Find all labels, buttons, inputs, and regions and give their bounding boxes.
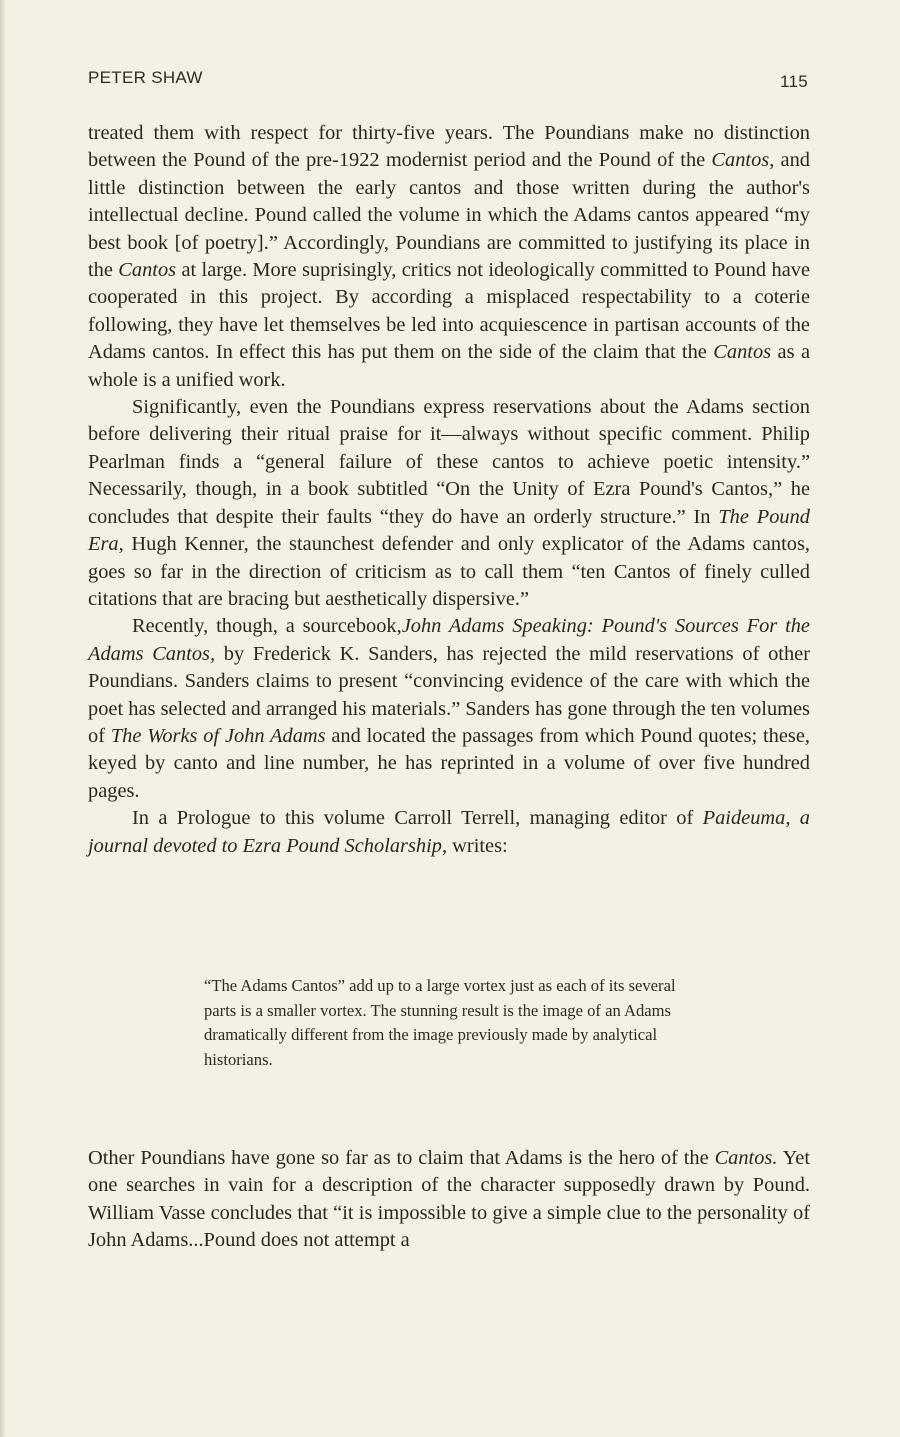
page-gutter-shadow bbox=[0, 0, 6, 1437]
para2-text-2: Hugh Kenner, the staunchest defender and only explicator of the Adams cantos, goes so far in the direction of criticism as to call them “ten Cantos of finely culled citations that are bracing but aesthetically dispersive.” bbox=[88, 533, 810, 610]
para3-text-2: by Frederick K. Sanders, has rejected the mild reservations of other Poundians. Sanders claims to present “convincing evidence of the care with which the poet has selected and arranged his materials.” Sanders has gone through the ten volumes of bbox=[88, 642, 810, 747]
italic-cantos: Cantos bbox=[711, 149, 770, 172]
running-head-author: PETER SHAW bbox=[88, 68, 203, 87]
running-head bbox=[88, 68, 808, 92]
italic-book-title: The Pound Era, bbox=[88, 505, 810, 556]
italic-cantos: Cantos. bbox=[714, 1147, 778, 1169]
paragraph-5 bbox=[88, 1145, 810, 1255]
paragraph-4 bbox=[88, 805, 810, 860]
paragraph-1 bbox=[88, 120, 810, 394]
para2-text-1: Significantly, even the Poundians express reservations about the Adams section before delivering their ritual praise for it—always without specific comment. Philip Pearlman finds a “general failure of these cantos to achieve poetic intensity.” Necessarily, though, in a book subtitled “On the Unity of Ezra Pound's Cantos,” he concludes that despite their faults “they do have an orderly structure.” In bbox=[88, 396, 810, 528]
para5-text-1: Other Poundians have gone so far as to claim that Adams is the hero of the bbox=[88, 1147, 715, 1169]
italic-cantos: Cantos bbox=[118, 259, 177, 282]
body-text bbox=[88, 120, 810, 860]
italic-book-title: John Adams Speaking: Pound's Sources For the Adams Cantos, bbox=[88, 615, 810, 665]
para5-text-2: Yet one searches in vain for a description of the character supposedly drawn by Pound. William Vasse concludes that “it is impossible to give a simple clue to the personality of John Adams...Pound does not attempt a bbox=[88, 1147, 810, 1252]
italic-cantos: Cantos bbox=[713, 341, 772, 364]
para4-text-1: In a Prologue to this volume Carroll Terrell, managing editor of bbox=[132, 807, 703, 830]
para3-text-1: Recently, though, a sourcebook, bbox=[132, 615, 402, 638]
para3-text-3: and located the passages from which Pound quotes; these, keyed by canto and line number, he has reprinted in a volume of over five hundred pages. bbox=[88, 724, 810, 802]
block-quote: “The Adams Cantos” add up to a large vortex just as each of its several parts is a smaller vortex. The stunning result is the image of an Adams dramatically different from the image previously made by analytical historians. bbox=[204, 976, 676, 1069]
para1-text-4: as a whole is a unified work. bbox=[88, 341, 811, 391]
paragraph-2 bbox=[88, 394, 810, 613]
para1-text-2: , and little distinction between the early cantos and those written during the author's intellectual decline. Pound called the volume in which the Adams cantos appeared “my best book [of poetry].” Accordingly, Poundians are committed to justifying its place in the bbox=[88, 149, 810, 282]
italic-book-title: The Works of John Adams bbox=[110, 724, 326, 747]
para1-text-3: at large. More suprisingly, critics not ideologically committed to Pound have cooperated in this project. By according a misplaced respectability to a coterie following, they have let themselves be led into acquiescence in partisan accounts of the Adams cantos. In effect this has put them on the side of the claim that the bbox=[88, 259, 810, 364]
page-number: 115 bbox=[779, 72, 808, 91]
para4-text-2: writes: bbox=[447, 834, 508, 857]
italic-journal-title: Paideuma, a journal devoted to Ezra Pound Scholarship, bbox=[88, 807, 810, 857]
paragraph-3 bbox=[88, 613, 810, 805]
para1-text-1: treated them with respect for thirty-five years. The Poundians make no distinction between the Pound of the pre-1922 modernist period and the Pound of the bbox=[88, 122, 810, 172]
